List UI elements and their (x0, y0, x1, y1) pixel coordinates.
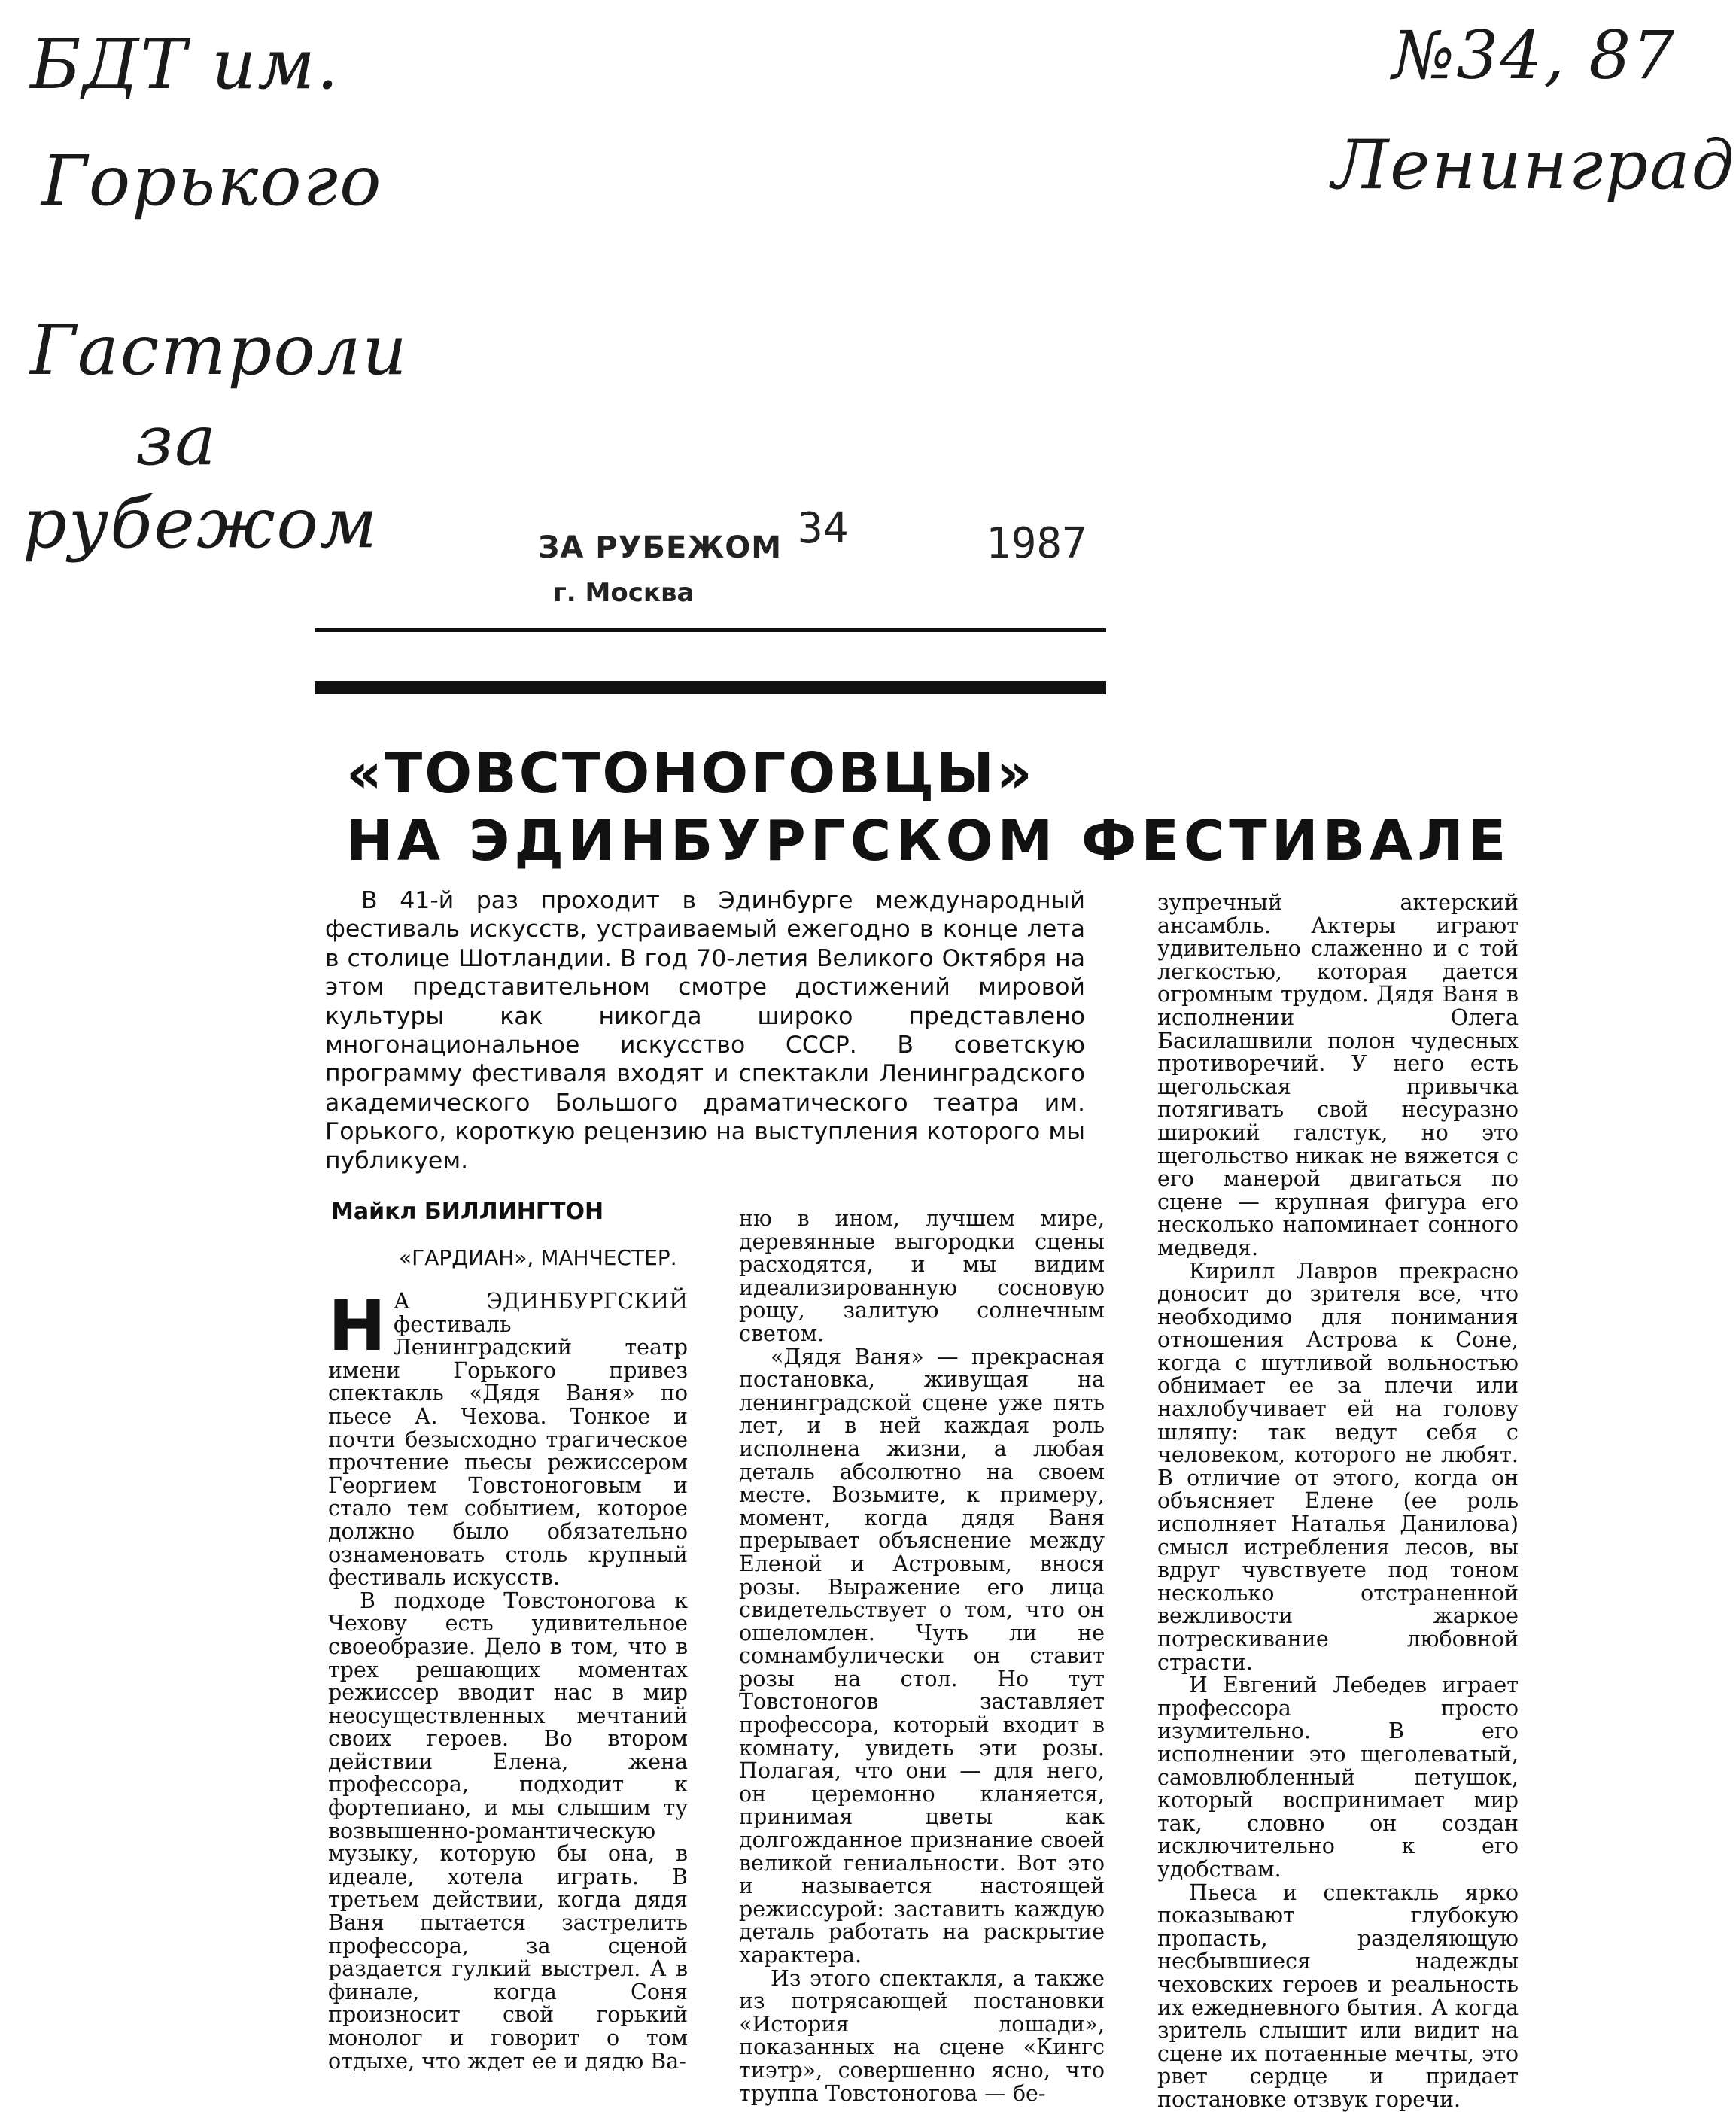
col3-paragraph-3: И Евгений Лебедев играет профессора просто изумительно. В его исполнении это щеголеватый, самовлюбленный петушок, который воспринимает мир так, словно он создан исключительно к его удобствам. (1157, 1673, 1519, 1882)
lead-paragraph: В 41-й раз проходит в Эдинбурге международный фестиваль искусств, устраиваемый ежегодно в конце лета в столице Шотландии. В год 70-летия Великого Октября на этом представительном смотре достижений мировой культуры как никогда широко представлено многонациональное искусство СССР. В советскую программу фестиваля входят и спектакли Ленинградского академического Большого драматического театра им. Горького, короткую рецензию на выступления которого мы публикуем. (325, 887, 1085, 1175)
article-lead (325, 886, 1085, 1175)
handwritten-abroad-1: за (135, 400, 218, 481)
handwritten-tour: Гастроли (30, 310, 409, 390)
author-byline: Майкл БИЛЛИНГТОН (331, 1199, 604, 1225)
headline-line-1: «ТОВСТОНОГОВЦЫ» (346, 741, 1035, 806)
publication-city: г. Москва (553, 578, 695, 608)
headline-line-2: НА ЭДИНБУРГСКОМ ФЕСТИВАЛЕ (346, 809, 1511, 874)
divider-thin (315, 628, 1106, 632)
handwritten-gorky: Горького (41, 141, 383, 221)
handwritten-city: Ленинград (1332, 126, 1736, 205)
article-column-1 (328, 1286, 688, 2074)
handwritten-theatre-name: БДТ им. (30, 24, 340, 105)
drop-cap: Н (328, 1286, 386, 1366)
stamp-year: 1987 (986, 519, 1087, 568)
handwritten-issue-number: №34, 87 (1392, 17, 1677, 94)
col2-paragraph-2: «Дядя Ваня» — прекрасная постановка, живущая на ленинградской сцене уже пять лет, и в ней каждая роль исполнена жизни, а любая деталь абсолютно на своем месте. Возьмите, к примеру, момент, когда дядя Ваня прерывает объяснение между Еленой и Астровым, внося розы. Выражение его лица свидетельствует о том, что он ошеломлен. Чуть ли не сомнамбулически он ставит розы на стол. Но тут Товстоногов заставляет профессора, который входит в комнату, увидеть эти розы. Полагая, что они — для него, он церемонно кланяется, принимая цветы как долгожданное признание своей великой гениальности. Вот это и называется настоящей режиссурой: заставить каждую деталь работать на раскрытие характера. (739, 1344, 1105, 1968)
divider-thick (315, 681, 1106, 694)
col3-paragraph-4: Пьеса и спектакль ярко показывают глубокую пропасть, разделяющую несбывшиеся надежды чеховских героев и реальность их ежедневного бытия. А когда зритель слышит или видит на сцене их потаенные мечты, это рвет сердце и придает постановке отзвук горечи. (1157, 1880, 1519, 2112)
source-line: «ГАРДИАН», МАНЧЕСТЕР. (399, 1245, 677, 1270)
article-column-3 (1157, 892, 1519, 2111)
col3-paragraph-1: зупречный актерский ансамбль. Актеры играют удивительно слаженно и с той легкостью, которая дается огромным трудом. Дядя Ваня в исполнении Олега Басилашвили полон чудесных противоречий. У него есть щегольская привычка потягивать свой несуразно широкий галстук, но это щегольство никак не вяжется с его манерой двигаться по сцене — крупная фигура его несколько напоминает сонного медведя. (1157, 890, 1519, 1260)
col2-paragraph-3: Из этого спектакля, а также из потрясающей постановки «История лошади», показанных на сцене «Кингс тиэтр», совершенно ясно, что труппа Товстоногова — бе- (739, 1965, 1105, 2106)
col1-p1-text: А ЭДИНБУРГСКИЙ фестиваль Ленинградский театр имени Горького привез спектакль «Дядя Ваня» по пьесе А. Чехова. Тонкое и почти безысходно трагическое прочтение пьесы режиссером Георгием Товстоноговым и стало тем событием, которое должно было обязательно ознаменовать столь крупный фестиваль искусств. (328, 1289, 688, 1591)
publication-name: ЗА РУБЕЖОМ (538, 530, 783, 565)
col1-paragraph-2: В подходе Товстоногова к Чехову есть удивительное своеобразие. Дело в том, что в трех решающих моментах режиссер вводит нас в мир неосуществленных мечтаний своих героев. Во втором действии Елена, жена профессора, подходит к фортепиано, и мы слышим ту возвышенно-романтическую музыку, которую бы она, в идеале, хотела играть. В третьем действии, когда дядя Ваня пытается застрелить профессора, за сценой раздается гулкий выстрел. А в финале, когда Соня произносит свой горький монолог и говорит о том отдыхе, что ждет ее и дядю Ва- (328, 1588, 688, 2074)
col2-paragraph-1: ню в ином, лучшем мире, деревянные выгородки сцены расходятся, и мы видим идеализированную сосновую рощу, залитую солнечным светом. (739, 1206, 1105, 1346)
col3-paragraph-2: Кирилл Лавров прекрасно доносит до зрителя все, что необходимо для понимания отношения Астрова к Соне, когда с шутливой вольностью обнимает ее за плечи или нахлобучивает ей на голову шляпу: так ведут себя с человеком, которого не любят. В отличие от этого, когда он объясняет Елене (ее роль исполняет Наталья Данилова) смысл истребления лесов, вы вдруг чувствуете под тоном несколько отстраненной вежливости жаркое потрескивание любовной страсти. (1157, 1258, 1519, 1675)
handwritten-abroad-2: рубежом (23, 483, 379, 564)
col1-paragraph-1 (328, 1286, 688, 1591)
stamp-day: 34 (798, 504, 849, 553)
article-column-2 (739, 1208, 1105, 2105)
